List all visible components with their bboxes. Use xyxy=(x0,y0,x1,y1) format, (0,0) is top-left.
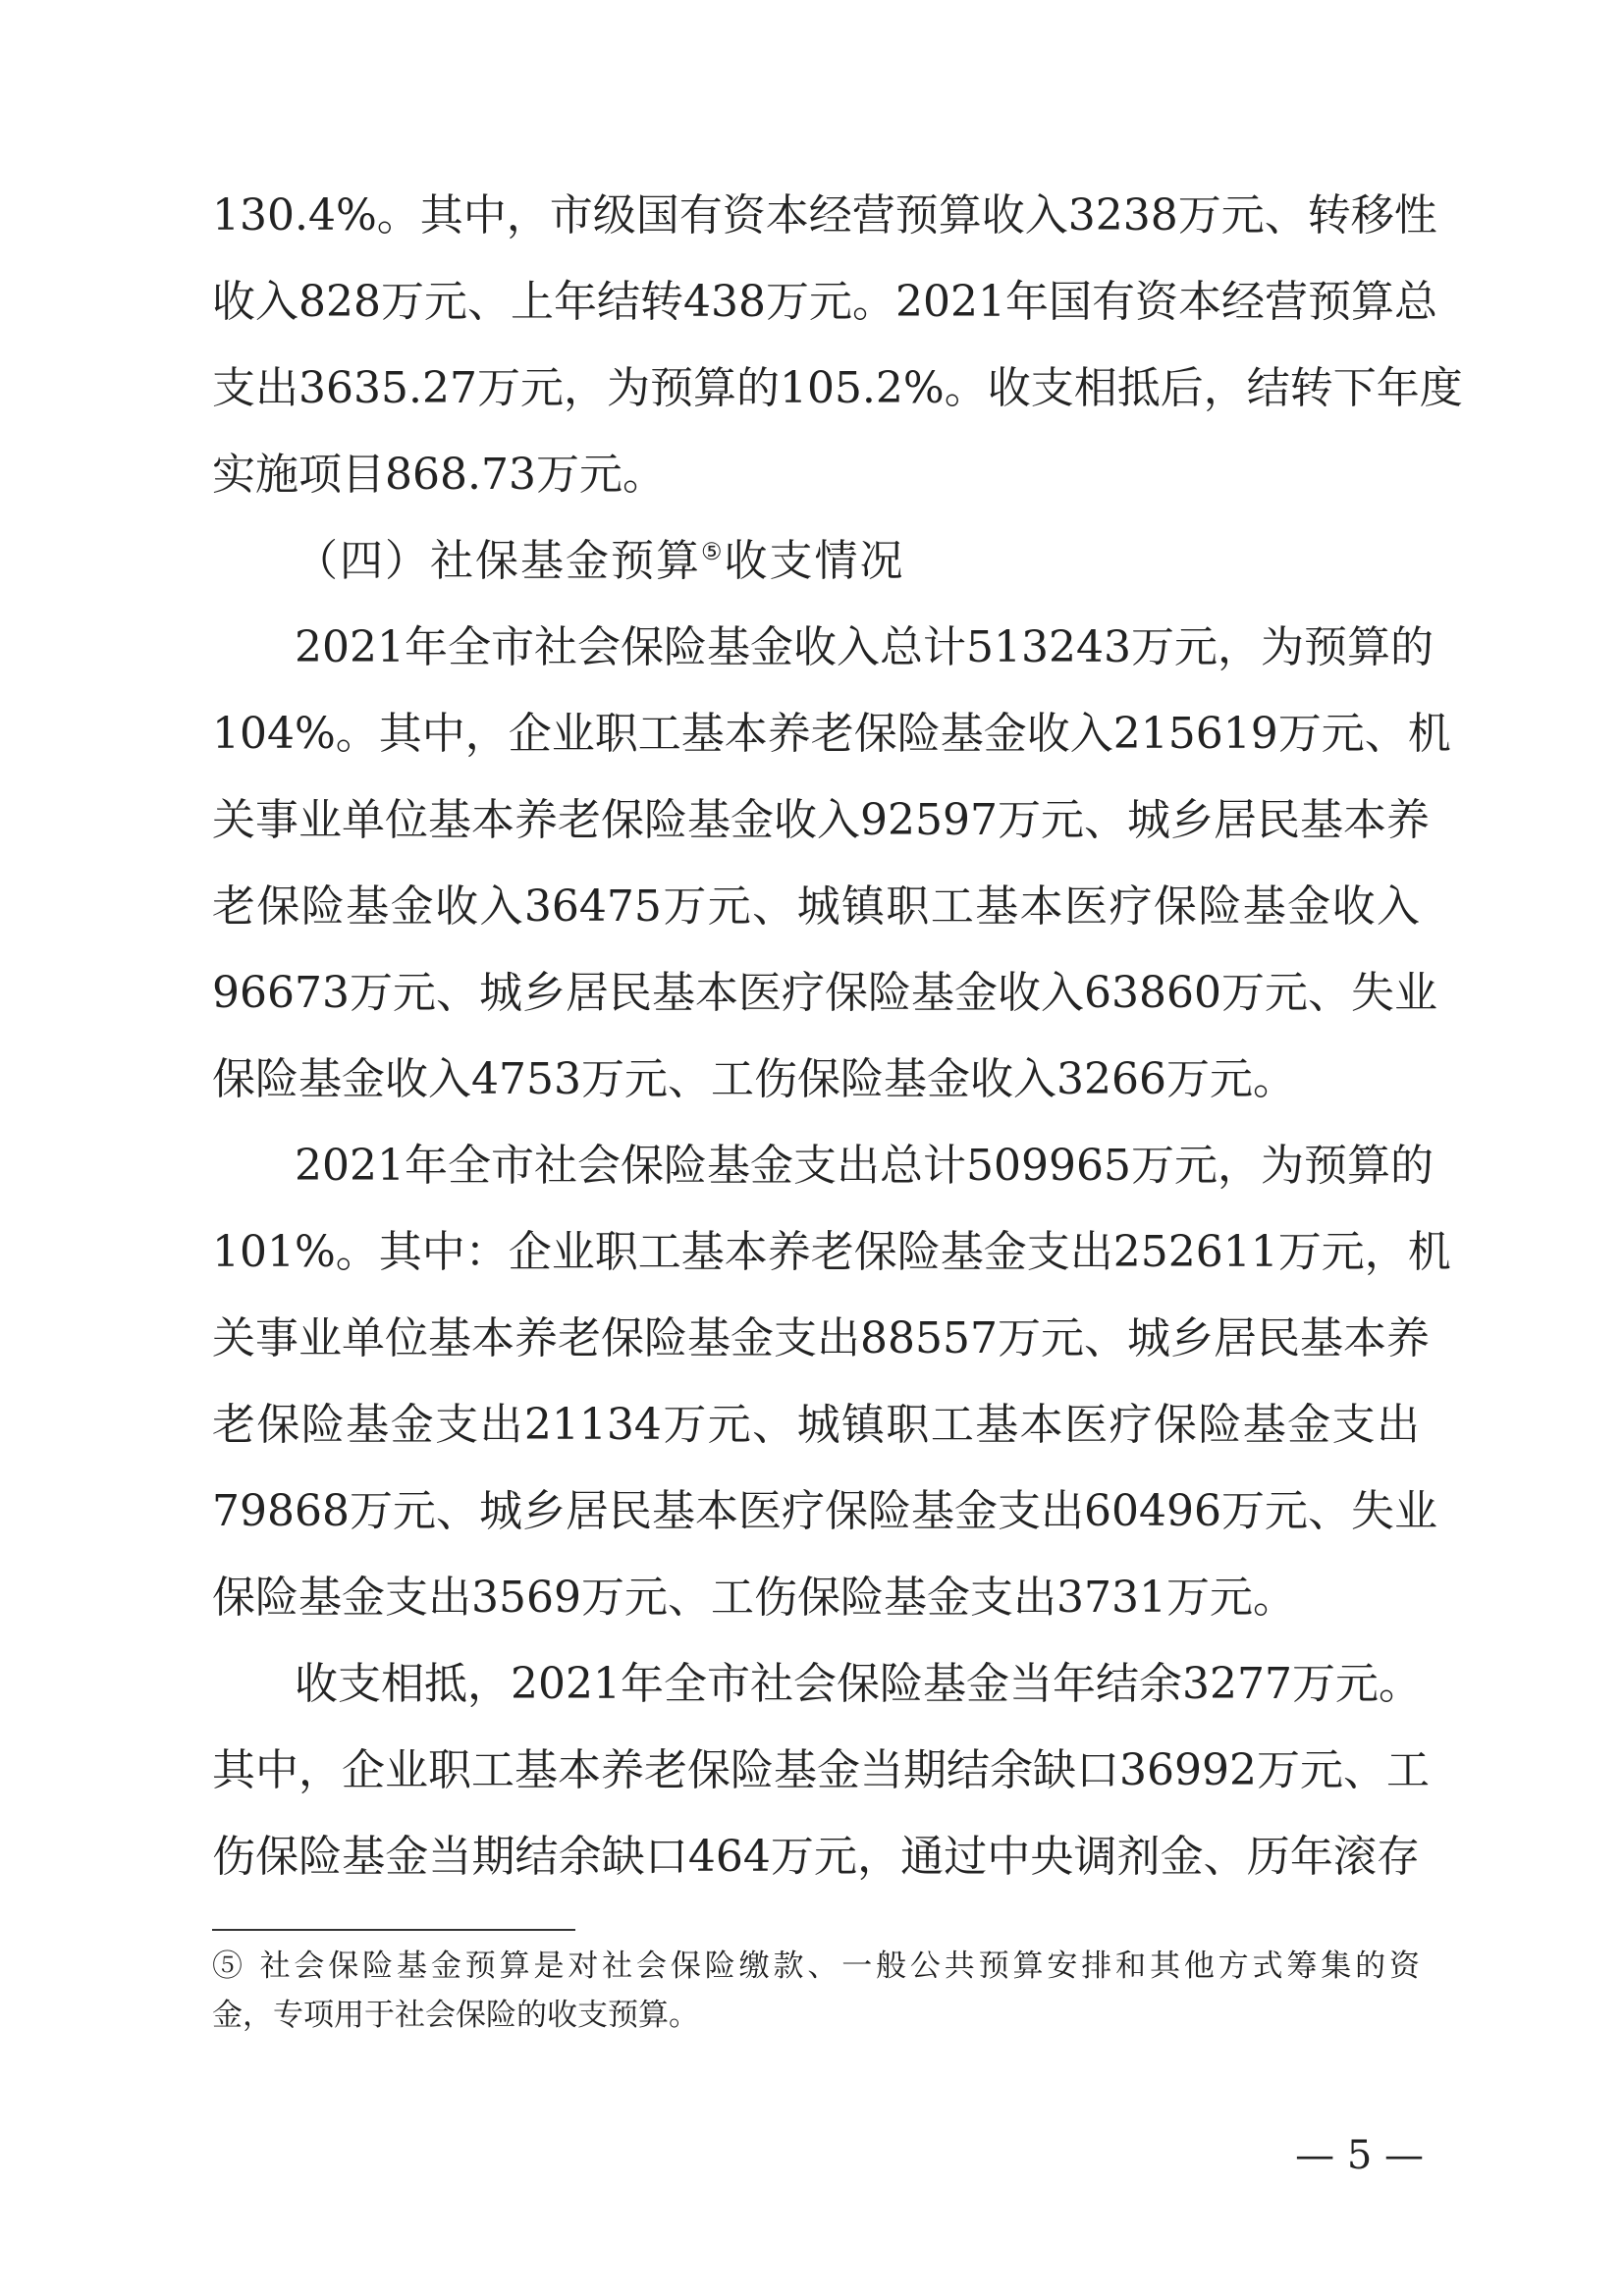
paragraph-line: 79868万元、城乡居民基本医疗保险基金支出60496万元、失业 xyxy=(212,1486,1437,1536)
section-heading-text: （四）社保基金预算 xyxy=(295,536,701,586)
page-number: — 5 — xyxy=(1295,2133,1424,2178)
paragraph-line: 其中，企业职工基本养老保险基金当期结余缺口36992万元、工 xyxy=(212,1745,1430,1795)
paragraph-line: 收支相抵，2021年全市社会保险基金当年结余3277万元。 xyxy=(295,1659,1422,1709)
footnote-separator xyxy=(212,1929,575,1931)
paragraph-line: 收入828万元、上年结转438万元。2021年国有资本经营预算总 xyxy=(212,277,1437,327)
paragraph-line: 保险基金支出3569万元、工伤保险基金支出3731万元。 xyxy=(212,1573,1296,1623)
paragraph-line: 支出3635.27万元，为预算的105.2%。收支相抵后，结转下年度 xyxy=(212,363,1463,413)
paragraph-line: 130.4%。其中，市级国有资本经营预算收入3238万元、转移性 xyxy=(212,190,1437,240)
section-heading xyxy=(295,518,905,605)
paragraph-line: 101%。其中：企业职工基本养老保险基金支出252611万元，机 xyxy=(212,1227,1451,1277)
paragraph-line: 2021年全市社会保险基金支出总计509965万元，为预算的 xyxy=(295,1141,1434,1191)
paragraph-line: 老保险基金支出21134万元、城镇职工基本医疗保险基金支出 xyxy=(212,1400,1420,1450)
paragraph-line: 关事业单位基本养老保险基金收入92597万元、城乡居民基本养 xyxy=(212,795,1430,845)
paragraph-line: 104%。其中，企业职工基本养老保险基金收入215619万元、机 xyxy=(212,709,1451,759)
paragraph-line: 保险基金收入4753万元、工伤保险基金收入3266万元。 xyxy=(212,1054,1296,1104)
footnote-marker: ⑤ xyxy=(701,538,725,565)
paragraph-line: 96673万元、城乡居民基本医疗保险基金收入63860万元、失业 xyxy=(212,968,1437,1018)
footnote-line: ⑤ 社会保险基金预算是对社会保险缴款、一般公共预算安排和其他方式筹集的资 xyxy=(212,1949,1420,1984)
paragraph-line: 2021年全市社会保险基金收入总计513243万元，为预算的 xyxy=(295,622,1434,672)
paragraph-line: 关事业单位基本养老保险基金支出88557万元、城乡居民基本养 xyxy=(212,1313,1430,1363)
paragraph-line: 伤保险基金当期结余缺口464万元，通过中央调剂金、历年滚存 xyxy=(212,1832,1420,1882)
section-heading-suffix: 收支情况 xyxy=(724,536,905,586)
paragraph-line: 老保险基金收入36475万元、城镇职工基本医疗保险基金收入 xyxy=(212,881,1420,932)
paragraph-line: 实施项目868.73万元。 xyxy=(212,450,666,500)
footnote-line: 金，专项用于社会保险的收支预算。 xyxy=(212,1998,699,2033)
